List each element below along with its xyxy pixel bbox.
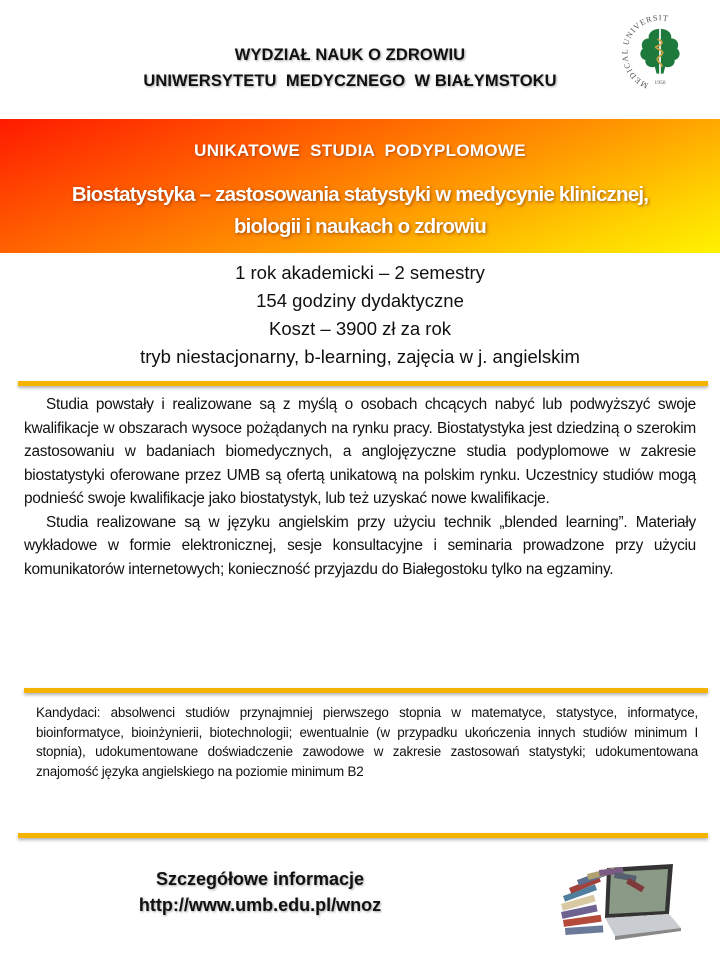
logo-year: 1950 — [654, 79, 666, 86]
fact-hours: 154 godziny dydaktyczne — [256, 290, 464, 311]
fact-duration: 1 rok akademicki – 2 semestry — [235, 262, 485, 283]
fact-cost: Koszt – 3900 zł za rok — [268, 318, 451, 339]
banner-subtitle: UNIKATOWE STUDIA PODYPLOMOWE — [194, 141, 526, 160]
faculty-name: WYDZIAŁ NAUK O ZDROWIU — [234, 46, 466, 64]
faculty-header — [60, 42, 640, 94]
program-facts — [0, 259, 720, 371]
program-banner — [0, 119, 720, 253]
laptop-books-icon — [545, 862, 685, 944]
program-description — [24, 393, 696, 581]
divider — [18, 381, 708, 386]
university-name: UNIWERSYTETU MEDYCZNEGO W BIAŁYMSTOKU — [143, 72, 557, 90]
program-title — [10, 179, 710, 243]
program-title-line2: biologii i naukach o zdrowiu — [233, 215, 487, 238]
tree-icon — [640, 29, 679, 75]
fact-mode: tryb niestacjonarny, b-learning, zajęcia w j. angielskim — [140, 346, 580, 367]
candidates-requirements: Kandydaci: absolwenci studiów przynajmniej pierwszego stopnia w matematyce, statystyce, informatyce, bioinformatyce, bioinżynierii, biotechnologii; ewentualnie (w przypadku ukończenia innych studiów minimum I stopnia), udokumentowane doświadczenie zawodowe w zakresie zastosowań statystyki; udokumentowana znajomość języka angielskiego na poziomie minimum B2 — [36, 705, 698, 779]
divider — [18, 833, 708, 838]
description-paragraph: Studia realizowane są w języku angielskim przy użyciu technik „blended learning”. Materiały wykładowe w formie elektronicznej, sesje konsultacyjne i seminaria prowadzone przy użyciu komunikatorów internetowych; konieczność przyjazdu do Białegostoku tylko na egzaminy. — [24, 513, 696, 578]
more-info-link[interactable]: http://www.umb.edu.pl/wnoz — [138, 895, 382, 915]
description-paragraph: Studia powstały i realizowane są z myślą o osobach chcących nabyć lub podwyższyć swoje kwalifikacje w obszarach wysoce pożądanych na rynku pracy. Biostatystyka jest dziedziną o szerokim zastosowaniu w badaniach biomedycznych, a anglojęzyczne studia podyplomowe w zakresie biostatystyki oferowane przez UMB są ofertą unikatową na polskim rynku. Uczestnicy studiów mogą podnieść swoje kwalifikacje jako biostatystyk, lub też uzyskać nowe kwalifikacje. — [24, 396, 696, 507]
university-logo — [617, 10, 703, 96]
program-title-line1: Biostatystyka – zastosowania statystyki w medycynie klinicznej, — [71, 183, 649, 206]
more-info-label: Szczegółowe informacje — [155, 869, 365, 889]
logo-ring-text: MEDICAL UNIVERSITY — [620, 13, 670, 91]
more-info — [80, 866, 440, 918]
divider — [24, 688, 708, 693]
